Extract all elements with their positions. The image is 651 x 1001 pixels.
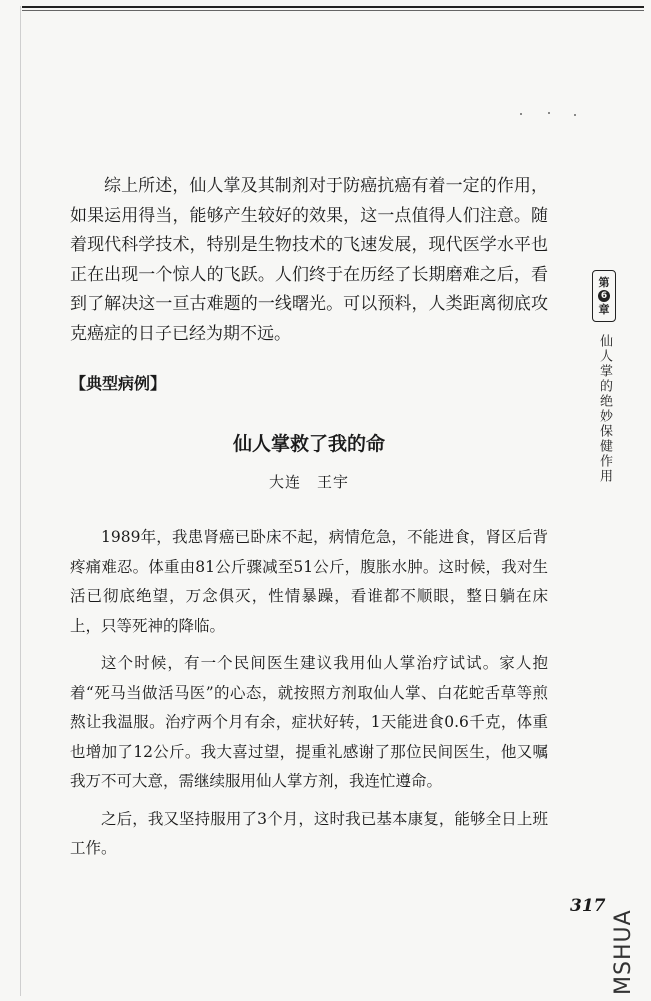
scan-speck — [520, 113, 522, 115]
scan-speck — [574, 114, 576, 116]
story-title: 仙人掌救了我的命 — [232, 433, 385, 455]
watermark: MSHUA — [611, 909, 636, 995]
story-paragraph: 1989年，我患肾癌已卧床不起，病情危急，不能进食，肾区后背疼痛难忍。体重由81公斤骤减至51公斤，腹胀水肿。这时候，我对生活已彻底绝望，万念俱灭，性情暴躁，看谁都不顺眼，整日躺在床上，只等死神的降临。 — [70, 528, 548, 635]
story-author: 大连 王宇 — [268, 473, 349, 491]
scan-speck — [548, 112, 550, 114]
header-rule — [22, 6, 644, 8]
section-label: 【典型病例】 — [70, 374, 167, 393]
chapter-badge — [592, 270, 616, 322]
chapter-title: 仙人掌的绝妙保健作用 — [597, 334, 612, 484]
page-edge-line — [20, 6, 21, 996]
story-paragraph: 这个时候，有一个民间医生建议我用仙人掌治疗试试。家人抱着“死马当做活马医”的心态，就按照方剂取仙人掌、白花蛇舌草等煎熬让我温服。治疗两个月有余，症状好转，1天能进食0.6千克，体重也增加了12公斤。我大喜过望，提重礼感谢了那位民间医生，他又嘱我万不可大意，需继续服用仙人掌方剂，我连忙遵命。 — [70, 654, 548, 790]
intro-paragraph: 综上所述，仙人掌及其制剂对于防癌抗癌有着一定的作用，如果运用得当，能够产生较好的效果，这一点值得人们注意。随着现代科学技术，特别是生物技术的飞速发展，现代医学水平也正在出现一个惊人的飞跃。人们终于在历经了长期磨难之后，看到了解决这一亘古难题的一线曙光。可以预料，人类距离彻底攻克癌症的日子已经为期不远。 — [70, 176, 548, 344]
page-number: 317 — [570, 896, 606, 916]
story-paragraph: 之后，我又坚持服用了3个月，这时我已基本康复，能够全日上班工作。 — [70, 809, 548, 857]
story-body — [70, 523, 548, 872]
header-rule-thin — [22, 10, 644, 11]
chapter-number: 6 — [598, 290, 610, 302]
chapter-prefix: 第 — [598, 276, 610, 289]
chapter-suffix: 章 — [598, 303, 610, 316]
